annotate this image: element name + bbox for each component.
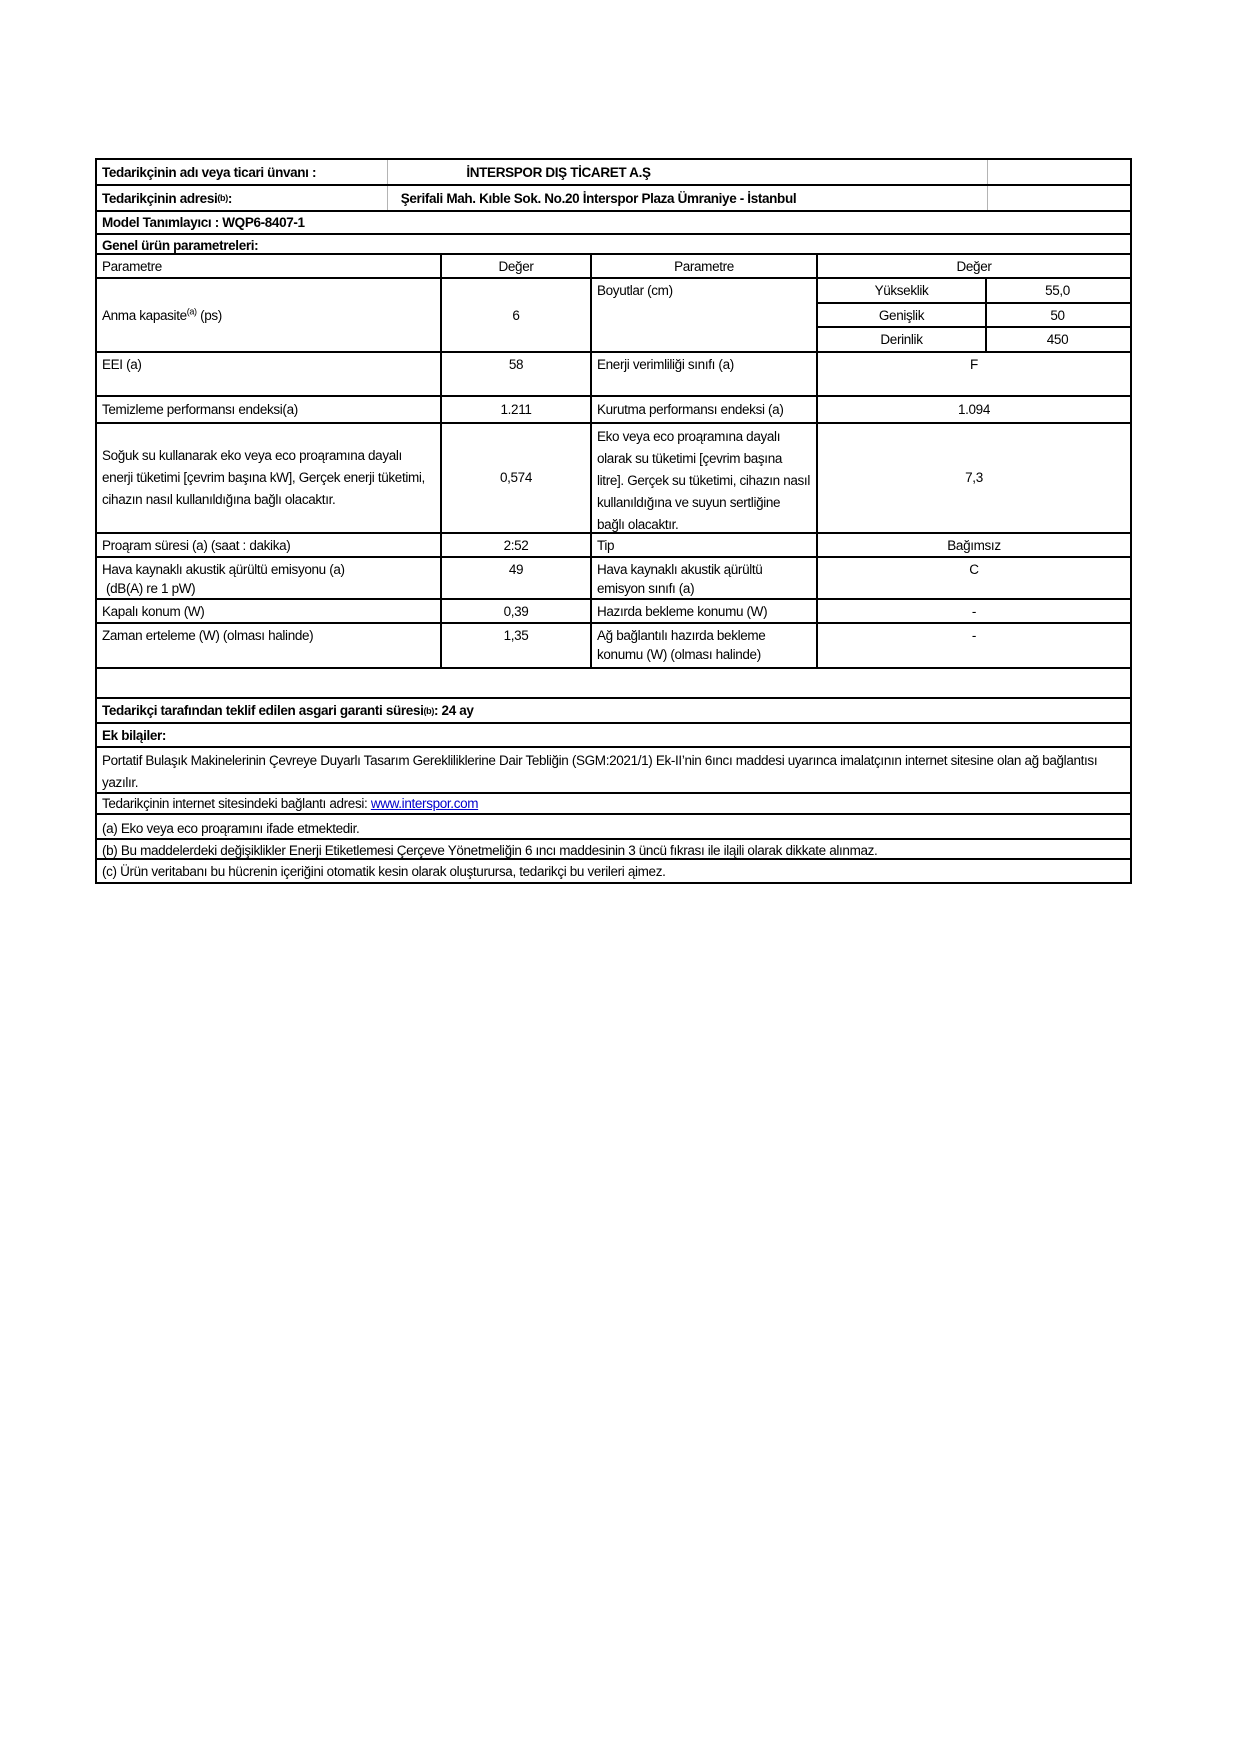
footnote-b-row — [97, 840, 1130, 860]
delay-start-label: Zaman erteleme (W) (olması halinde) — [97, 624, 442, 667]
noise-row — [97, 558, 1130, 600]
footnote-marker-a: (a) — [186, 306, 197, 316]
eei-label: EEI (a) — [97, 353, 442, 395]
width-value: 50 — [1050, 307, 1065, 323]
consumption-row — [97, 424, 1130, 534]
col-header-deger-2: Değer — [956, 258, 992, 274]
energy-consumption-label: Soğuk su kullanarak eko veya eco proąramına dayalı enerji tüketimi [çevrim başına kW], Gerçek enerji tüketimi, cihazın nasıl kullanıldığına bağlı olacaktır. — [97, 424, 442, 532]
section-title-row — [97, 235, 1130, 255]
dimension-row-depth — [818, 328, 1130, 351]
footnote-c: (c) Ürün veritabanı bu hücrenin içeriğini otomatik kesin olarak oluşturursa, tedarikçi bu verileri ąimez. — [102, 864, 666, 879]
supplier-row — [97, 160, 1130, 186]
col-header-deger-1: Değer — [442, 255, 592, 277]
off-mode-row — [97, 600, 1130, 624]
noise-class-label: Hava kaynaklı akustik ąürültü emisyon sınıfı (a) — [592, 558, 818, 598]
footnote-b: (b) Bu maddelerdeki değişiklikler Enerji Etiketlemesi Çerçeve Yönetmeliğin 6 ıncı maddesinin 3 üncü fıkrası ile iląili olarak dikkate alınmaz. — [102, 843, 878, 858]
program-duration-label: Proąram süresi (a) (saat : dakika) — [97, 534, 442, 556]
regulation-paragraph: Portatif Bulaşık Makinelerinin Çevreye Duyarlı Tasarım Gerekliliklerine Dair Tebliğin (SGM:2021/1) Ek-II’nin 6ıncı maddesi uyarınca imalatçının internet sitesine olan ağ bağlantısı yazılır. — [102, 753, 1098, 790]
capacity-dimensions-row — [97, 279, 1130, 353]
program-duration-row — [97, 534, 1130, 558]
type-label: Tip — [592, 534, 818, 556]
website-link[interactable]: www.interspor.com — [370, 796, 479, 811]
cleaning-index-row — [97, 397, 1130, 424]
standby-value: - — [971, 603, 977, 619]
product-fiche-table — [95, 158, 1132, 884]
divider — [387, 160, 388, 184]
noise-emission-line1: Hava kaynaklı akustik ąürültü emisyonu (a) — [102, 562, 345, 577]
cleaning-index-label: Temizleme performansı endeksi(a) — [97, 397, 442, 422]
empty-cell — [97, 669, 1130, 697]
type-value: Bağımsız — [947, 537, 1001, 553]
noise-class-value: C — [969, 562, 979, 577]
warranty-value: : 24 ay — [433, 703, 474, 718]
divider — [387, 186, 388, 210]
address-label: Tedarikçinin adresi (b) : — [102, 190, 233, 206]
energy-class-value: F — [970, 357, 978, 372]
water-consumption-label: Eko veya eco proąramına dayalı olarak su tüketimi [çevrim başına litre]. Gerçek su tüketimi, cihazın nasıl kullanıldığına ve suyun sertliğine bağlı olacaktır. — [592, 424, 818, 532]
address-label-text: Tedarikçinin adresi — [102, 190, 218, 206]
address-value: Şerifali Mah. Kıble Sok. No.20 İnterspor Plaza Ümraniye - İstanbul — [400, 190, 797, 206]
water-consumption-value: 7,3 — [965, 470, 983, 485]
capacity-label-text: Anma kapasite$^{(a)}$ (ps) — [102, 306, 222, 323]
depth-value: 450 — [1046, 332, 1069, 347]
warranty-text: Tedarikçi tarafından teklif edilen asgari garanti süresi (b) : 24 ay — [102, 703, 474, 718]
empty-row — [97, 669, 1130, 699]
website-label: Tedarikçinin internet sitesindeki bağlantı adresi: — [102, 796, 368, 811]
website-row — [97, 794, 1130, 815]
energy-class-label: Enerji verimliliği sınıfı (a) — [592, 353, 818, 395]
footnote-a: (a) Eko veya eco proąramını ifade etmektedir. — [102, 821, 360, 836]
noise-emission-line2: (dB(A) re 1 pW) — [106, 581, 196, 596]
regulation-paragraph-row — [97, 748, 1130, 794]
supplier-value: İNTERSPOR DIŞ TİCARET A.Ş — [466, 164, 651, 180]
address-colon: : — [227, 190, 233, 206]
off-mode-label: Kapalı konum (W) — [97, 600, 442, 622]
drying-index-value: 1.094 — [957, 402, 991, 417]
networked-standby-label: Ağ bağlantılı hazırda bekleme konumu (W) (olması halinde) — [592, 624, 818, 667]
energy-consumption-value: 0,574 — [442, 424, 592, 532]
divider — [987, 160, 988, 184]
depth-label: Derinlik — [818, 328, 987, 351]
dimension-row-width — [818, 304, 1130, 328]
website-cell — [97, 794, 1130, 813]
height-value: 55,0 — [1045, 283, 1070, 298]
model-label: Model Tanımlayıcı : WQP6-8407-1 — [102, 215, 305, 230]
noise-emission-value: 49 — [442, 558, 592, 598]
divider — [987, 186, 988, 210]
width-label: Genişlik — [818, 304, 987, 326]
capacity-label — [97, 279, 442, 351]
dimensions-label: Boyutlar (cm) — [592, 279, 818, 351]
eei-value: 58 — [442, 353, 592, 395]
networked-standby-value: - — [971, 628, 977, 643]
program-duration-value: 2:52 — [442, 534, 592, 556]
address-row — [97, 186, 1130, 212]
drying-index-label: Kurutma performansı endeksi (a) — [592, 397, 818, 422]
cleaning-index-value: 1.211 — [442, 397, 592, 422]
capacity-value: 6 — [442, 279, 592, 351]
model-row — [97, 212, 1130, 235]
dimensions-values — [818, 279, 1130, 351]
extra-info-row — [97, 724, 1130, 748]
delay-start-value: 1,35 — [442, 624, 592, 667]
warranty-row — [97, 699, 1130, 724]
height-label: Yükseklik — [818, 279, 987, 302]
eei-row — [97, 353, 1130, 397]
col-header-parametre-2: Parametre — [592, 255, 818, 277]
delay-start-row — [97, 624, 1130, 669]
col-header-parametre-1: Parametre — [97, 255, 442, 277]
supplier-label-text: Tedarikçinin adı veya ticari ünvanı : — [102, 164, 317, 180]
warranty-label: Tedarikçi tarafından teklif edilen asgari garanti süresi — [102, 703, 424, 718]
extra-info-title: Ek biląiler: — [102, 727, 167, 743]
footnote-a-row — [97, 815, 1130, 840]
footnote-c-row — [97, 860, 1130, 882]
column-header-row — [97, 255, 1130, 279]
standby-label: Hazırda bekleme konumu (W) — [592, 600, 818, 622]
section-title: Genel ürün parametreleri: — [102, 238, 259, 253]
off-mode-value: 0,39 — [442, 600, 592, 622]
noise-emission-label — [97, 558, 442, 598]
dimension-row-height — [818, 279, 1130, 304]
